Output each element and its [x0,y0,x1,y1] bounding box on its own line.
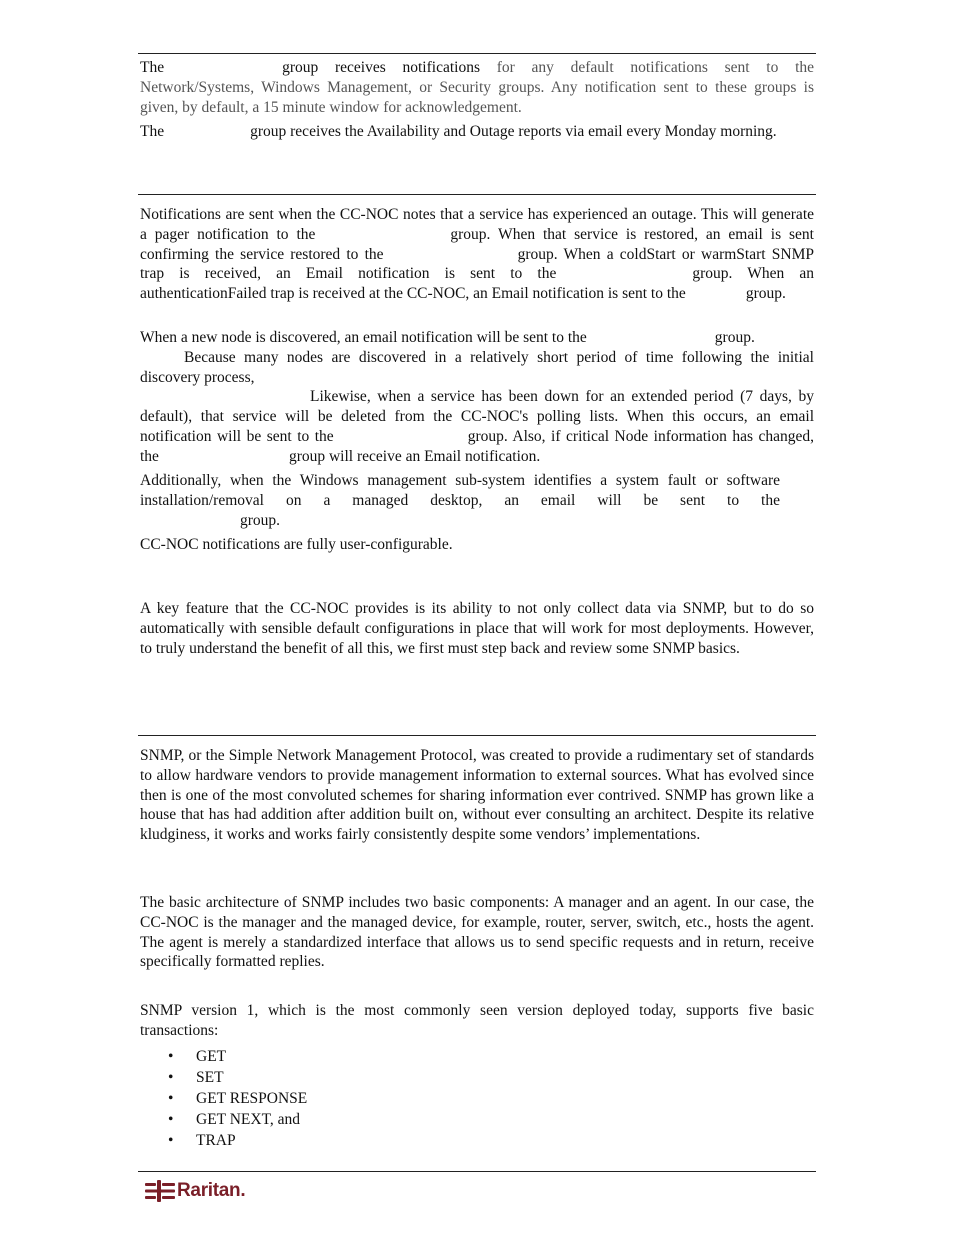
text-fragment: group receives the Availability and Outage reports via email every Monday morning. [250,123,777,140]
text-fragment: group. When that service is restored, an email is sent confirming the service restored to the [140,225,814,263]
text-fragment: group will receive an Email notification. [288,447,541,465]
bullet-icon: • [168,1090,174,1107]
windows-management-paragraph [140,471,814,530]
text-fragment: group. Also, if critical Node information has changed, the [140,427,815,465]
key-feature-paragraph [140,599,814,658]
transactions-list [140,1046,307,1151]
raritan-logo-text: Raritan [177,1180,241,1201]
text-fragment: SNMP version 1, which is the most commonly seen version deployed today, supports five basic transactions: [140,1002,814,1039]
text-fragment: for any default notifications sent to the Network/Systems, Windows Management, or Security groups. Any notification sent to these groups is given, by default, a 15 minute window for acknowledgement. [140,59,815,116]
bullet-icon: • [168,1048,174,1065]
footer-rule [138,1171,816,1172]
list-item [140,1088,307,1109]
snmp-intro-paragraph [140,746,814,845]
text-fragment: The [140,123,165,140]
text-fragment: group. [714,329,755,346]
text-fragment: group receives notifications [282,59,480,76]
configurable-paragraph [140,535,814,555]
text-fragment: group. [240,511,281,529]
text-fragment: Additionally, when the Windows management sub-system identifies a system fault or software installation/removal on a managed desktop, an email will be sent to the [140,472,780,509]
text-fragment: When a new node is discovered, an email notification will be sent to the [140,329,587,346]
list-item-label: GET RESPONSE [196,1090,308,1107]
raritan-logo [145,1180,246,1202]
list-item-label: GET [196,1048,227,1065]
list-item [140,1109,307,1130]
new-node-paragraph [140,328,814,467]
list-item [140,1130,307,1151]
text-fragment: CC-NOC notifications are fully user-configurable. [140,536,453,553]
text-fragment: group. When a coldStart or warmStart SNMP trap is received, an Email notification is sent to the [140,245,814,283]
top-rule [138,53,816,54]
text-fragment: A key feature that the CC-NOC provides is its ability to not only collect data via SNMP, but to do so automatically with sensible default configurations in place that will work for most deployments. However, to truly understand the benefit of all this, we first must step back and review some SNMP basics. [140,600,814,657]
text-fragment: group. [745,285,786,303]
bullet-icon: • [168,1111,174,1128]
text-fragment: group. When an authenticationFailed trap is received at the CC-NOC, an Email notification is sent to the [140,265,814,303]
text-fragment: Likewise, when a service has been down for an extended period (7 days, by default), that service will be deleted from the CC-NOC's polling lists. When this occurs, an email notification will be sent to the [140,388,814,445]
bullet-icon: • [168,1132,174,1149]
section-rule-1 [138,194,816,195]
raritan-logo-icon [145,1180,175,1202]
bullet-icon: • [168,1069,174,1086]
reports-paragraph [140,122,814,142]
snmp-version-paragraph [140,1001,814,1041]
text-fragment: The basic architecture of SNMP includes two basic components: A manager and an agent. In our case, the CC-NOC is the manager and the managed device, for example, router, server, switch, etc., hosts the agent. The agent is merely a standardized interface that allows us to send specific requests and in return, receive specifically formatted replies. [140,894,814,971]
text-fragment: SNMP, or the Simple Network Management Protocol, was created to provide a rudimentary set of standards to allow hardware vendors to provide management information to external sources. What has evolved since then is one of the most convoluted schemes for sharing information ever contrived. SNMP has grown like a house that has had addition after addition built on, without ever consulting an architect. Despite its relative kludginess, it works and works fairly consistently despite some vendors’ implementations. [140,747,814,844]
text-fragment: The [140,59,165,76]
list-item-label: SET [196,1069,224,1086]
outage-notifications-paragraph [140,205,814,304]
list-item-label: TRAP [196,1132,236,1149]
list-item [140,1067,307,1088]
section-rule-2 [138,735,816,736]
text-fragment: Because many nodes are discovered in a relatively short period of time following the initial discovery process, [140,348,814,386]
logo-dot: . [240,1180,246,1201]
list-item-label: GET NEXT, and [196,1111,301,1128]
text-fragment: Notifications are sent when the CC-NOC notes that a service has experienced an outage. This will generate a pager notification to the [140,206,814,243]
group-notification-paragraph [140,58,814,117]
snmp-architecture-paragraph [140,893,814,972]
list-item [140,1046,307,1067]
